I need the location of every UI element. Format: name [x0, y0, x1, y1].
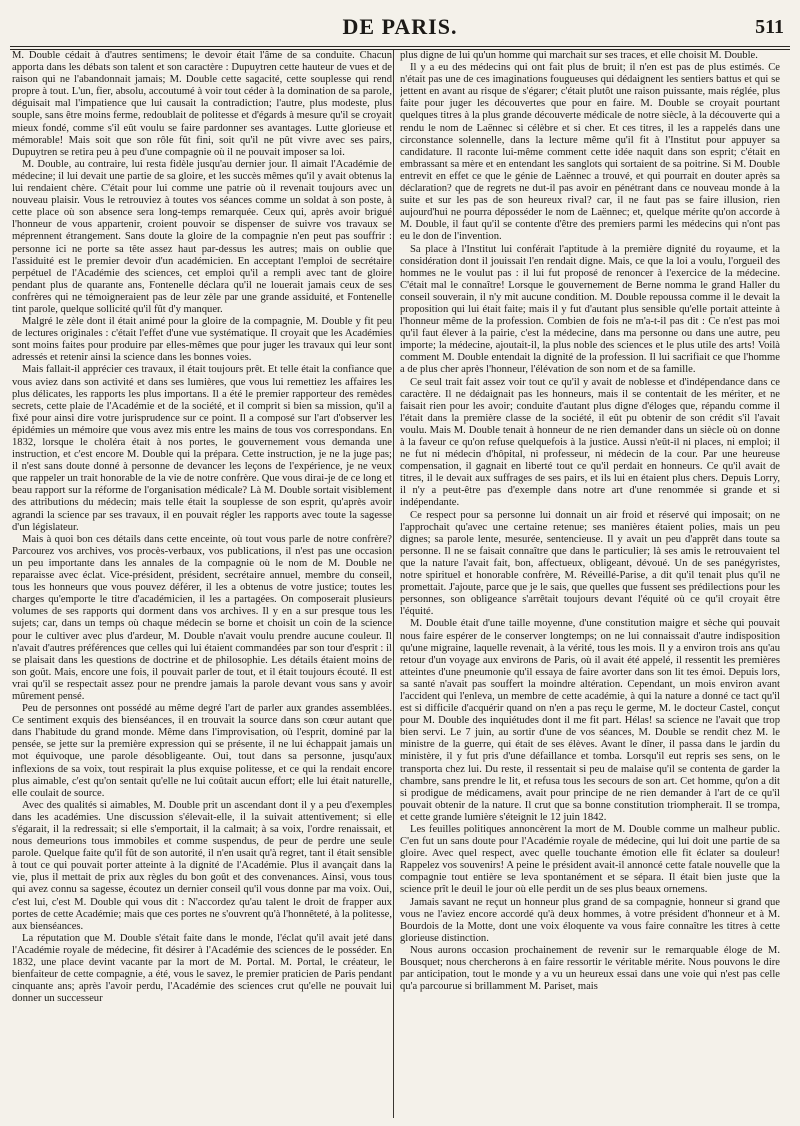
paragraph: plus digne de lui qu'un homme qui marchait sur ses traces, et elle choisit M. Double. — [400, 50, 758, 61]
paragraph: Mais fallait-il apprécier ces travaux, il était toujours prêt. Et telle était la confiance que vous aviez dans son activité et dans ses lumières, que vous lui remettiez les affaires les plus délicates, les rapports les plus importans. Il a été le premier rapporteur des remèdes secrets, cette plaie de l'Académie et de la société, et il comprit si bien sa mission, qu'il a fixé pour ainsi dire votre jurisprudence sur ce point. Il a composé sur l'art d'observer les épidémies un mémoire que vous avez mis entre les mains de tous vos correspondans. En 1832, lorsque le choléra était à nos portes, le gouvernement vous demanda une instruction, et c'est encore M. Double qui la prépara. Cette instruction, je ne la juge pas; il n'est sans doute donné à personne de devancer les leçons de l'expérience, je ne veux que rappeler un trait honorable de la vie de notre confrère. Que vous dirai-je de ce long et beau rapport sur la réforme de l'organisation médicale? Là M. Double sortait visiblement des attributions du médecin; mais telle était la souplesse de son esprit, qu'après avoir agrandi la science par ses travaux, il en pouvait régler les rapports avec toute la sagesse d'un législateur. — [12, 364, 392, 533]
paragraph: M. Double, au contraire, lui resta fidèle jusqu'au dernier jour. Il aimait l'Académie de médecine; il lui devait une partie de sa gloire, et les succès mêmes qu'il y avait obtenus la lui rendaient chère. C'était pour lui comme une patrie où il revenait toujours avec un nouveau plaisir. Vous le retrouviez à toutes vos séances comme un soldat à son poste, à cette place où son absence sera long-temps remarquée. Ceux qui, après avoir brigué l'honneur de vous appartenir, croient pouvoir se dispenser de suivre vos travaux se méprennent étrangement. Sans doute la gloire de la compagnie n'en peut pas souffrir : personne ici ne porte sa tête assez haut par-dessus les autres; mais on oublie que l'assiduité est le premier devoir d'un académicien. En acceptant l'emploi de secrétaire perpétuel de l'Académie des sciences, cet emploi qu'il a rempli avec tant de gloire pendant plus de quarante ans, Fontenelle déclara qu'il ne louerait jamais ceux de ses confrères qui ne témoigneraient pas de leur zèle par une grande assiduité, et Fontenelle tint parole, quelque sollicité qu'il fût d'y manquer. — [12, 158, 392, 315]
paragraph: Mais à quoi bon ces détails dans cette enceinte, où tout vous parle de notre confrère? Parcourez vos archives, vos procès-verbaux, vos publications, il n'est pas une occasion un peu importante dans les annales de la compagnie où le nom de M. Double ne reparaisse avec éclat. Vice-président, président, secrétaire annuel, membre du conseil, tous les honneurs que vous pouvez déférer, il les a obtenus de votre justice; toutes les charges qu'emporte le titre d'académicien, il les a partagées. On composerait plusieurs volumes de ses rapports qui dorment dans vos archives. Il y en a sur presque tous les sujets; car, dans un temps où chaque médecin se borne et choisit un coin de la science pour le cultiver avec plus d'ardeur, M. Double n'avait voulu prendre aucune couleur. Il n'avait d'autres préférences que celles qui lui étaient commandées par son tour d'esprit : il se plaisait dans les questions de doctrine et de philosophie. Les détails étaient moins de son goût. Mais, encore une fois, il pouvait parler de tout, et il était toujours écouté. Il est vrai qu'il se respectait assez pour ne prendre jamais la parole devant vous sans y avoir mûrement pensé. — [12, 533, 392, 702]
paragraph: Jamais savant ne reçut un honneur plus grand de sa compagnie, honneur si grand que vous ne l'aviez encore accordé qu'à deux hommes, à votre président d'honneur et à M. Bourdois de la Motte, dont une voix éloquente va vous faire connaître les titres à cette glorieuse distinction. — [400, 896, 780, 944]
paragraph: Peu de personnes ont possédé au même degré l'art de parler aux grandes assemblées. Ce sentiment exquis des bienséances, il en trouvait la source dans son cœur autant que dans l'habitude du grand monde. Même dans l'improvisation, où l'esprit, dominé par la pensée, se jette sur la première expression qui se présente, il ne lui échappait jamais un mot équivoque, une parole désobligeante. Oui, tout dans sa personne, jusqu'aux inflexions de sa voix, tout respirait la plus exquise politesse, et ce qui la rendait encore plus aimable, c'est qu'on sentait qu'elle ne lui coûtait aucun effort; elle lui était naturelle, elle coulait de source. — [12, 703, 392, 799]
paragraph: M. Double cédait à d'autres sentimens; le devoir était l'âme de sa conduite. Chacun apporta dans les débats son talent et son caractère : Dupuytren cette hauteur de vues et de raison qui ne l'abandonnait jamais; M. Double cette sagacité, cette souplesse qui rend propre à tout. L'un, fier, absolu, accoutumé à voir tout céder à la domination de sa parole, déguisait mal l'impatience que lui causait la contradiction; l'autre, plus modeste, plus souple, sans être moins ferme, redoublait de politesse et d'égards à mesure qu'il se croyait mieux fondé, comme s'il eût voulu se faire pardonner ses avantages. Lutte glorieuse et mémorable! Mais soit que son rôle fût fini, soit qu'il ne pût vivre avec ses pairs, Dupuytren se retira peu à peu d'une compagnie où il ne pouvait imposer sa loi. — [12, 50, 392, 158]
paragraph: Malgré le zèle dont il était animé pour la gloire de la compagnie, M. Double y fit peu de lectures originales : c'était l'effet d'une vue systématique. Il croyait que les Académies sont moins faites pour produire par elles-mêmes que pour juger les travaux qui leur sont adressés et retenir ainsi la science dans les bonnes voies. — [12, 316, 392, 364]
paragraph: Ce seul trait fait assez voir tout ce qu'il y avait de noblesse et d'indépendance dans ce caractère. Il ne dédaignait pas les honneurs, mais il se contentait de les mériter, et ne faisait rien pour les avoir; conduite d'autant plus digne d'éloges que, répandu comme il l'était dans la première classe de la société, il eût pu obtenir de son crédit s'il l'avait voulu. Mais M. Double tenait à honneur de ne rien demander dans un siècle où on donne à la faveur ce qu'on refuse quelquefois à la justice. Aussi n'eût-il ni places, ni emploi; il ne fut ni médecin d'hôpital, ni professeur, ni médecin de la cour. Par une heureuse compensation, il gagnait en liberté tout ce qu'il perdait en honneurs. Ce qu'il avait de titres, il le devait aux suffrages de ses pairs, et ils lui en étaient plus chers. Depuis Lorry, il n'y a peut-être pas d'exemple dans notre art d'une renommée si grande et si indépendante. — [400, 376, 780, 509]
paragraph: Ce respect pour sa personne lui donnait un air froid et réservé qui imposait; on ne l'approchait qu'avec une certaine retenue; ses manières étaient polies, mais un peu dignes; sa parole lente, mesurée, sentencieuse. Il y avait un peu d'apprêt dans toute sa personne. Il ne se faisait connaître que dans le particulier; là ses amis le retrouvaient tel que la nature l'avait fait, bon, affectueux, obligeant, dévoué. Un de ses panégyristes, notre spirituel et honorable confrère, M. Réveillé-Parise, a dit qu'il tenait plus qu'il ne promettait. J'ajoute, parce que je le sais, que quelles que fussent ses prédilections pour les personnes, son obligeance s'arrêtait toujours devant l'équité où ce qu'il croyait être l'équité. — [400, 509, 780, 618]
column-divider — [393, 50, 394, 1118]
paragraph: M. Double était d'une taille moyenne, d'une constitution maigre et sèche qui pouvait nous faire espérer de le conserver longtemps; on ne lui connaissait d'autre indisposition qu'une migraine, laquelle revenait, à la vérité, tous les mois. Il y a environ trois ans qu'au retour d'un voyage aux environs de Paris, où il avait été appelé, il ressentit les premières atteintes d'une pneumonie qu'il essaya de faire avorter dans son lit tes émoi. Depuis lors, sa santé n'avait pas souffert la moindre altération. Cependant, un mois environ avant l'accident qui l'enleva, un membre de cette académie, à qui la nature a donné ce tact qu'il est si difficile d'acquérir quand on n'en a pas reçu le germe, M. le docteur Castel, conçut pour M. Double des inquiétudes dont il me fit part. Hélas! sa science ne l'avait que trop bien servi. Le 7 juin, au sortir d'une de vos séances, M. Double se rendit chez M. le ministre de la guerre, qui était de ses élèves. Avant le dîner, il passa dans le jardin du ministère, il y fut pris d'une défaillance et tomba. Lorsqu'il eut repris ses sens, on le transporta chez lui. Du reste, il ressentait si peu de malaise qu'il se contenta de garder la chambre, sans prendre le lit, et refusa tous les secours de son art. Cet homme, qu'on a dit si prodigue de médicamens, avait pour principe de ne rien demander à l'art de ce qu'il pouvait obtenir de la nature. Il crut que sa bonne constitution triompherait. Il se trompa, et cette grande lumière s'éteignit le 12 juin 1842. — [400, 618, 780, 823]
running-title: DE PARIS. — [342, 14, 458, 39]
paragraph: Sa place à l'Institut lui conférait l'aptitude à la première dignité du royaume, et la considération dont il jouissait l'en rendait digne. Mais, ce que la loi a voulu, l'orgueil des hommes ne le voulut pas : il lui fut proposé de renoncer à l'exercice de la médecine. C'était mal le connaître! Lorsque le gouvernement de Berne nomma le grand Haller du conseil souverain, il n'y mit aucune condition. M. Double repoussa comme il le devait la proposition qui lui était faite; mais il y fut d'autant plus sensible qu'elle portait atteinte à l'honneur même de la profession. Combien de fois ne m'a-t-il pas dit : Ce n'est pas moi qu'il faut élever à la pairie, c'est la médecine, dans ma personne ou dans une autre, peu importe; la médecine, ajoutait-il, la plus noble des sciences et le plus utile des arts! Voilà comment M. Double entendait la dignité de la profession. Il lui sacrifiait ce que l'homme a de plus cher après l'honneur, l'élévation de son nom et de sa famille. — [400, 243, 780, 376]
left-column — [12, 50, 392, 1118]
paragraph: La réputation que M. Double s'était faite dans le monde, l'éclat qu'il avait jeté dans l'Académie royale de médecine, fit désirer à l'Académie des sciences de le posséder. En 1832, une place devint vacante par la mort de M. Portal. M. Portal, le créateur, le bienfaiteur de cette compagnie, a été, vous le savez, le premier praticien de Paris pendant cinquante ans; après l'avoir perdu, l'Académie des sciences crut qu'elle ne pouvait lui donner un successeur — [12, 932, 392, 1005]
paragraph: Il y a eu des médecins qui ont fait plus de bruit; il n'en est pas de plus estimés. Ce n'était pas une de ces imaginations fougueuses qui dédaignent les sentiers battus et qui se jettent en avant au risque de s'égarer; c'était plutôt une raison puissante, mais réglée, plus faite pour juger les découvertes que pour en faire. M. Double se croyait pourtant quelques titres à la plus grande découverte médicale de notre siècle, à la découverte qui a rendu le nom de Laënnec si célèbre et si cher. Et ces titres, il les a rappelés dans une circonstance solennelle, dans la lecture même qu'il fit à l'Institut pour appuyer sa candidature. Il raconte lui-même comment cette idée naquit dans son esprit; c'était en embrassant sa mère et en entendant les sanglots qui sortaient de sa poitrine. Si M. Double entrevit en effet ce que le génie de Laënnec a trouvé, et qui pourrait en douter après sa déclaration? que de regrets ne dut-il pas avoir en pénétrant dans ce nouveau monde à la suite et sur les pas de son heureux rival? car, il ne faut pas se faire illusion, rien aujourd'hui ne pourra déposséder le nom de Laënnec; et, quelque mérite qu'on accorde à M. Double, il faut qu'il se contente d'être des premiers parmi les médecins qui n'ont pas eu le don de l'invention. — [400, 62, 780, 243]
page-number: 511 — [755, 16, 784, 38]
page-header — [0, 0, 800, 48]
right-column — [400, 50, 780, 1118]
paragraph: Les feuilles politiques annoncèrent la mort de M. Double comme un malheur public. C'en fut un sans doute pour l'Académie royale de médecine, qui lui doit une partie de sa gloire. Avec quel respect, avec quelle touchante émotion elle fit éclater sa douleur! Rappelez vos souvenirs! A peine le président avait-il annoncé cette fatale nouvelle que la compagnie tout entière se leva spontanément et se sépara. Il était bien juste que la science prît le deuil le jour où elle perdit un de ses plus beaux ornemens. — [400, 824, 780, 896]
paragraph: Avec des qualités si aimables, M. Double prit un ascendant dont il y a peu d'exemples dans les académies. Une discussion s'élevait-elle, il la suivait attentivement; si elle s'égarait, il la redressait; si elle s'emportait, il la calmait; à sa voix, l'ordre renaissait, et nous demeurions tous immobiles et comme suspendus, de peur de perdre une seule parole. Quelque faite qu'il fût de son autorité, il n'en usait qu'à regret, tant il était sensible à tout ce qui pouvait porter atteinte à la dignité de l'Académie. Plus il avançait dans la vie, plus il mettait de prix aux règles du bon goût et des convenances. Ainsi, vous tous qui avez connu sa sagesse, écoutez un dernier conseil qu'il vous donne par ma voix. Oui, c'est lui, c'est M. Double qui vous dit : N'accordez qu'au talent le droit de frapper aux portes de cette Académie; mais que ces portes ne s'ouvrent qu'à l'honnêteté, à la politesse, aux bienséances. — [12, 799, 392, 932]
paragraph: Nous aurons occasion prochainement de revenir sur le remarquable éloge de M. Bousquet; nous chercherons à en faire ressortir le véritable mérite. Nous pouvons le dire par anticipation, tout le monde y a vu un heureux essai dans une voie qui n'est pas celle qu'a parcourue si brillamment M. Pariset, mais — [400, 944, 780, 993]
